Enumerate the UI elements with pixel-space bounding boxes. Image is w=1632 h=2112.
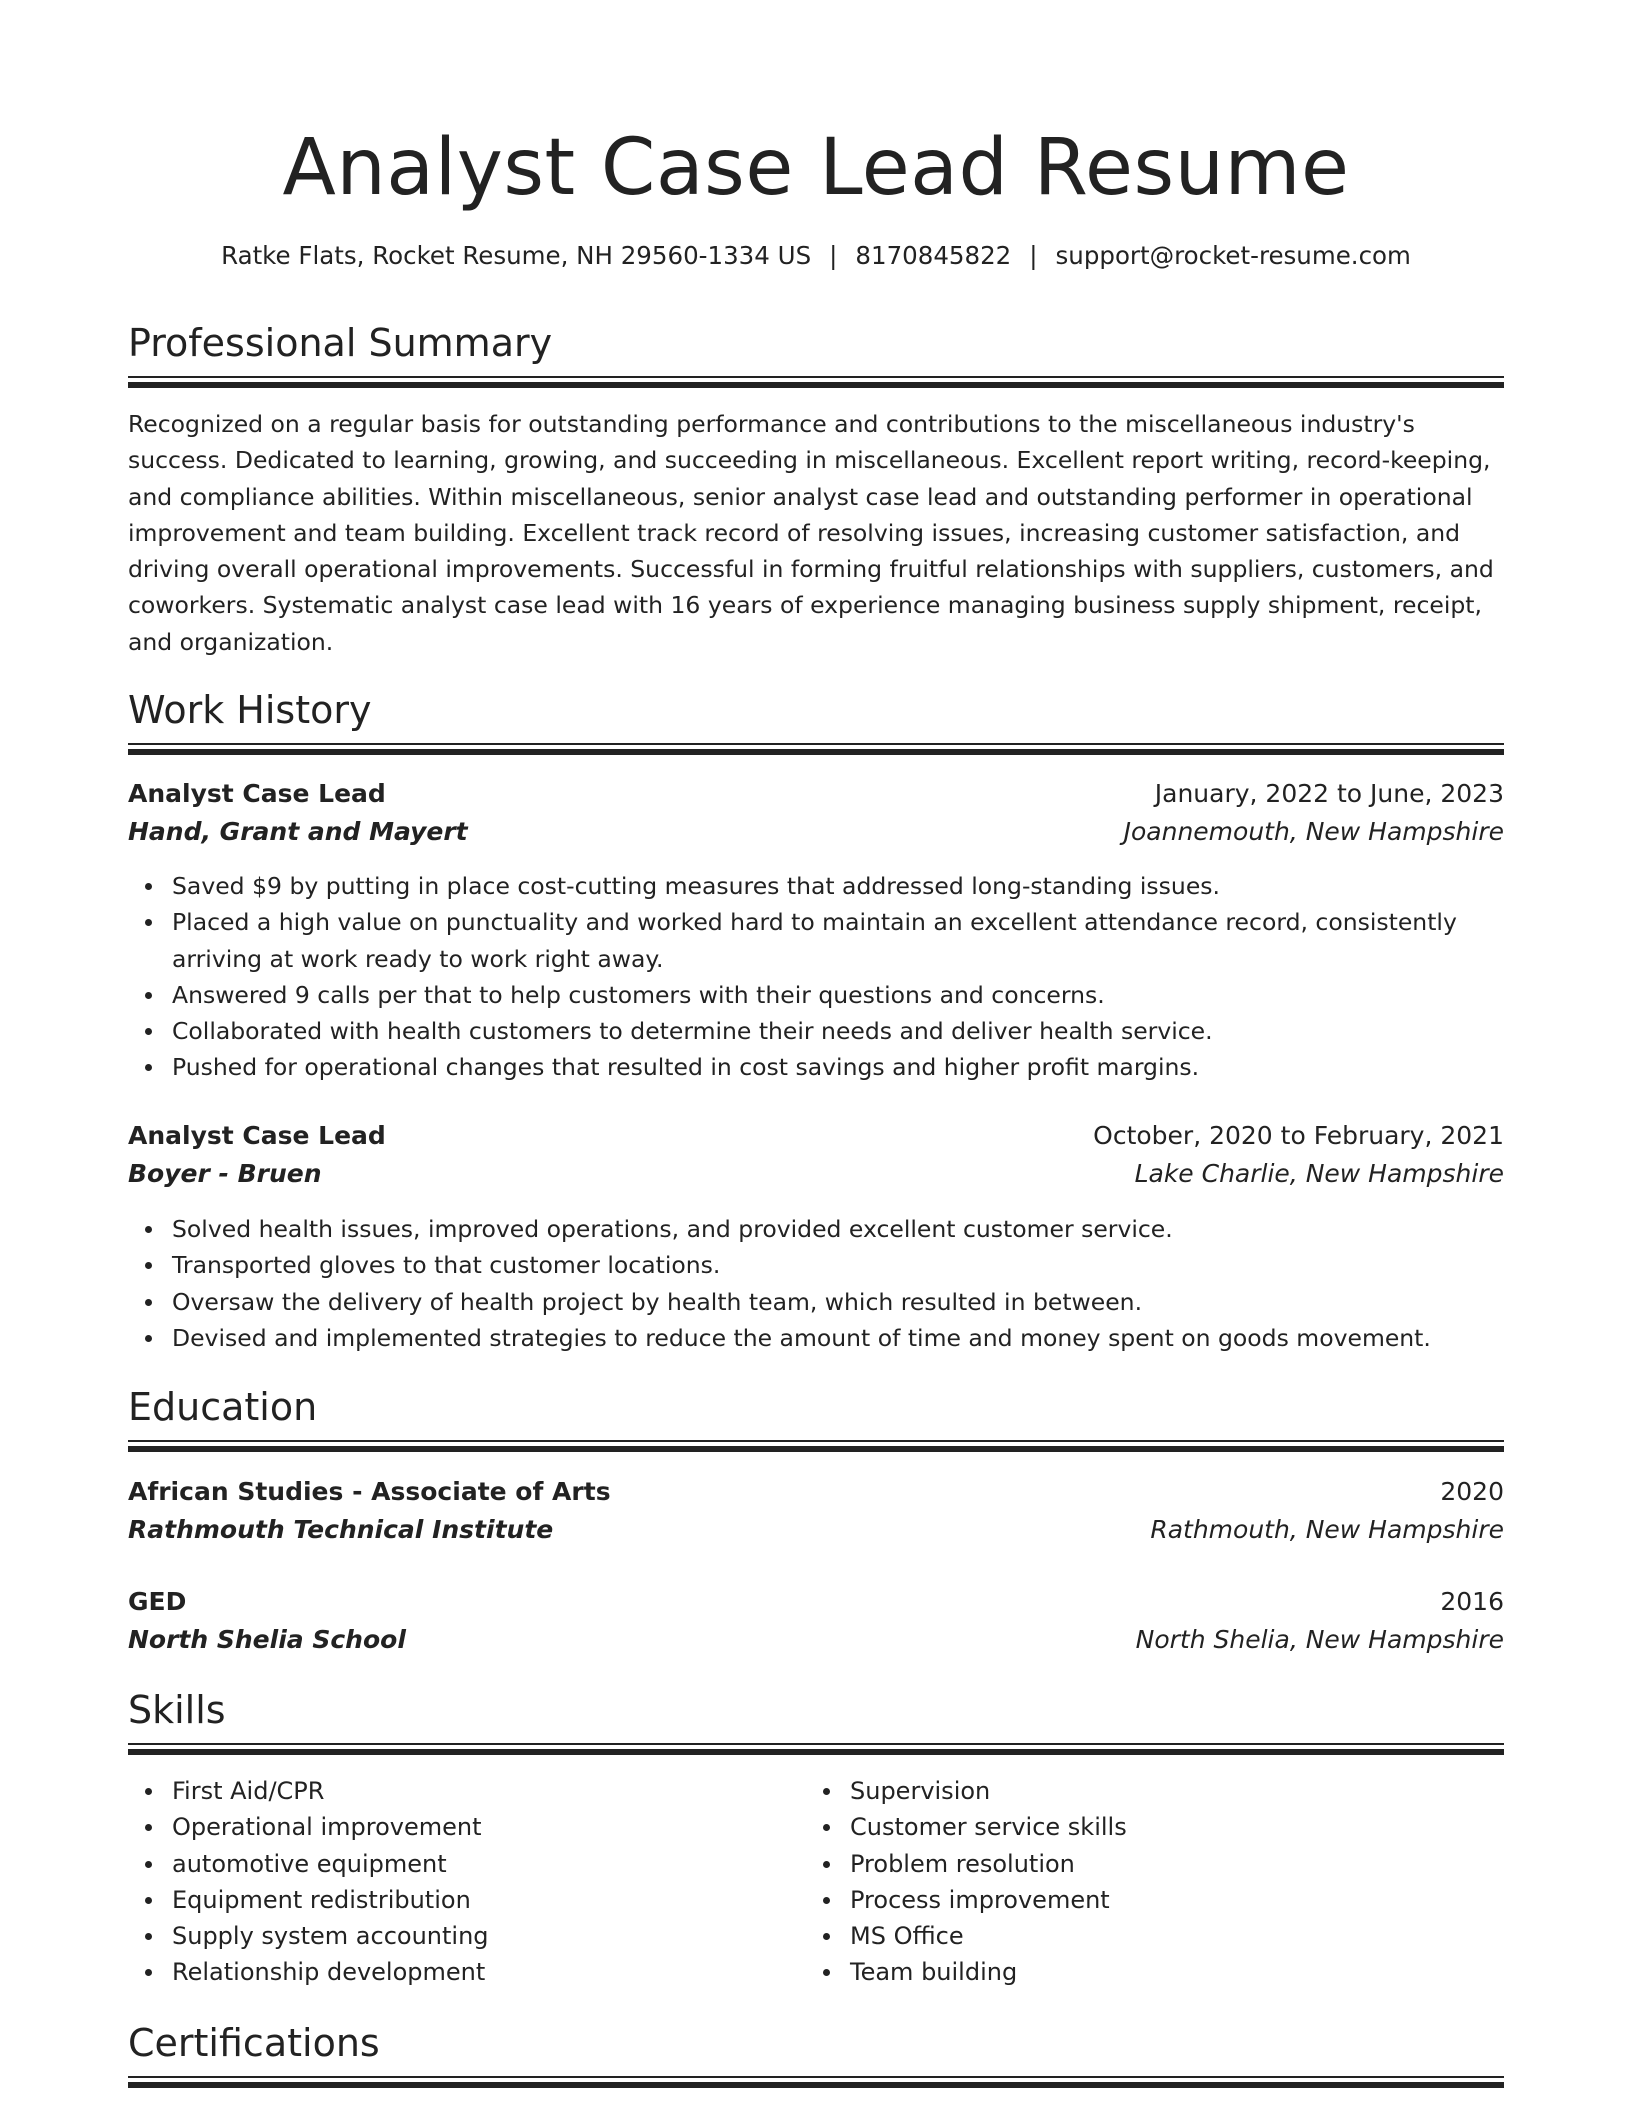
section-divider — [128, 382, 1504, 388]
bullet-icon — [823, 1969, 830, 1976]
bullet-icon — [823, 1824, 830, 1831]
bullet-icon — [823, 1861, 830, 1868]
contact-phone: 8170845822 — [855, 241, 1012, 270]
bullet-icon — [145, 1788, 152, 1795]
list-item: Transported gloves to that customer locations. — [128, 1247, 1504, 1283]
bullet-icon — [145, 883, 152, 890]
bullet-icon — [145, 1064, 152, 1071]
education-location: Rathmouth, New Hampshire — [1150, 1515, 1504, 1544]
contact-separator: | — [1029, 241, 1038, 270]
section-divider — [128, 749, 1504, 755]
bullet-icon — [823, 1788, 830, 1795]
skill-item: Customer service skills — [806, 1809, 1446, 1845]
education-school: North Shelia School — [128, 1625, 406, 1654]
list-item: Answered 9 calls per that to help customers with their questions and concerns. — [128, 977, 1504, 1013]
list-item: Devised and implemented strategies to reduce the amount of time and money spent on goods movement. — [128, 1320, 1504, 1356]
bullet-icon — [145, 992, 152, 999]
section-divider — [128, 1749, 1504, 1755]
bullet-icon — [823, 1933, 830, 1940]
bullet-icon — [145, 1897, 152, 1904]
resume-title: Analyst Case Lead Resume — [282, 123, 1350, 213]
section-skills-header — [128, 1685, 1504, 1735]
skills-list-left — [128, 1773, 768, 1991]
bullet-icon — [145, 919, 152, 926]
section-divider — [128, 1743, 1504, 1745]
section-education-header — [128, 1382, 1504, 1432]
list-item: Placed a high value on punctuality and worked hard to maintain an excellent attendance record, consistently arriving at work ready to work right away. — [128, 904, 1504, 977]
skill-item: Supervision — [806, 1773, 1446, 1809]
contact-separator: | — [829, 241, 838, 270]
section-title-work: Work History — [128, 688, 372, 732]
bullet-icon — [145, 1824, 152, 1831]
section-work-header — [128, 685, 1504, 735]
section-summary-header — [128, 318, 1504, 368]
section-divider — [128, 376, 1504, 378]
section-title-education: Education — [128, 1385, 318, 1429]
bullet-icon — [145, 1861, 152, 1868]
section-title-certifications: Certifications — [128, 2021, 380, 2065]
list-item: Saved $9 by putting in place cost-cutting measures that addressed long-standing issues. — [128, 868, 1504, 904]
education-location: North Shelia, New Hampshire — [1135, 1625, 1504, 1654]
skill-item: Equipment redistribution — [128, 1882, 768, 1918]
job-dates: October, 2020 to February, 2021 — [1093, 1121, 1504, 1150]
bullet-icon — [145, 1335, 152, 1342]
skill-item: Relationship development — [128, 1954, 768, 1990]
list-item: Oversaw the delivery of health project by health team, which resulted in between. — [128, 1284, 1504, 1320]
summary-text: Recognized on a regular basis for outstanding performance and contributions to the miscellaneous industry's success. Dedicated to learning, growing, and succeeding in miscellaneous. Excellent report writing, record-keeping, and compliance abilities. Within miscellaneous, senior analyst case lead and outstanding performer in operational improvement and team building. Excellent track record of resolving issues, increasing customer satisfaction, and driving overall operational improvements. Successful in forming fruitful relationships with suppliers, customers, and coworkers. Systematic analyst case lead with 16 years of experience managing business supply shipment, receipt, and organization. — [128, 410, 1494, 656]
list-item: Pushed for operational changes that resulted in cost savings and higher profit margins. — [128, 1049, 1504, 1085]
skill-item: Problem resolution — [806, 1846, 1446, 1882]
section-divider — [128, 1446, 1504, 1452]
education-entry — [128, 1473, 1504, 1549]
bullet-icon — [145, 1028, 152, 1035]
section-certifications-header — [128, 2018, 1504, 2068]
job-bullets — [128, 1211, 1504, 1356]
job-location: Joannemouth, New Hampshire — [1123, 817, 1504, 846]
list-item: Solved health issues, improved operations, and provided excellent customer service. — [128, 1211, 1504, 1247]
job-entry — [128, 775, 1504, 851]
skill-item: MS Office — [806, 1918, 1446, 1954]
job-location: Lake Charlie, New Hampshire — [1134, 1159, 1504, 1188]
section-divider — [128, 1440, 1504, 1442]
bullet-icon — [145, 1969, 152, 1976]
education-year: 2016 — [1440, 1587, 1504, 1616]
bullet-icon — [145, 1299, 152, 1306]
job-dates: January, 2022 to June, 2023 — [1154, 779, 1504, 808]
job-entry — [128, 1117, 1504, 1193]
skill-item: First Aid/CPR — [128, 1773, 768, 1809]
skill-item: Supply system accounting — [128, 1918, 768, 1954]
education-degree: GED — [128, 1587, 187, 1616]
section-title-skills: Skills — [128, 1688, 226, 1732]
contact-email[interactable]: support@rocket-resume.com — [1055, 241, 1411, 270]
skills-list-right — [806, 1773, 1446, 1991]
section-divider — [128, 2082, 1504, 2088]
contact-address: Ratke Flats, Rocket Resume, NH 29560-1334 US — [221, 241, 812, 270]
contact-line — [128, 238, 1504, 274]
skill-item: Process improvement — [806, 1882, 1446, 1918]
list-item: Collaborated with health customers to determine their needs and deliver health service. — [128, 1013, 1504, 1049]
job-title: Analyst Case Lead — [128, 1121, 386, 1150]
section-divider — [128, 743, 1504, 745]
job-company: Hand, Grant and Mayert — [128, 817, 468, 846]
education-entry — [128, 1583, 1504, 1659]
skill-item: Team building — [806, 1954, 1446, 1990]
bullet-icon — [823, 1897, 830, 1904]
skill-item: automotive equipment — [128, 1846, 768, 1882]
job-title: Analyst Case Lead — [128, 779, 386, 808]
education-degree: African Studies - Associate of Arts — [128, 1477, 611, 1506]
job-bullets — [128, 868, 1504, 1086]
bullet-icon — [145, 1262, 152, 1269]
education-year: 2020 — [1440, 1477, 1504, 1506]
education-school: Rathmouth Technical Institute — [128, 1515, 554, 1544]
section-title-summary: Professional Summary — [128, 321, 553, 365]
section-divider — [128, 2076, 1504, 2078]
skill-item: Operational improvement — [128, 1809, 768, 1845]
job-company: Boyer - Bruen — [128, 1159, 322, 1188]
bullet-icon — [145, 1933, 152, 1940]
bullet-icon — [145, 1226, 152, 1233]
